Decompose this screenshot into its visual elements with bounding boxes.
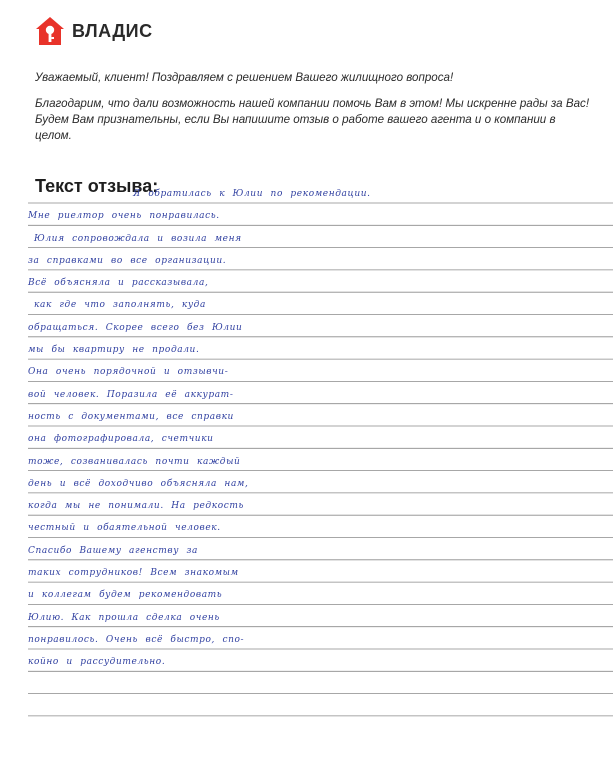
review-line: за справками во все организации. bbox=[28, 255, 227, 266]
review-line: она фотографировала, счетчики bbox=[28, 434, 214, 445]
handwritten-review bbox=[28, 183, 613, 674]
company-logo bbox=[35, 16, 153, 46]
review-label: Текст отзыва: bbox=[35, 176, 159, 196]
review-line: Юлию. Как прошла сделка очень bbox=[28, 612, 220, 623]
brand-name: ВЛАДИС bbox=[72, 20, 153, 41]
review-line: Спасибо Вашему агенству за bbox=[28, 545, 198, 556]
review-line: и коллегам будем рекомендовать bbox=[28, 590, 223, 601]
review-line: понравилось. Очень всё быстро, спо- bbox=[28, 634, 245, 645]
review-line: тоже, созванивалась почти каждый bbox=[28, 456, 241, 467]
greeting-paragraph: Уважаемый, клиент! Поздравляем с решением Вашего жилищного вопроса! bbox=[35, 71, 454, 84]
review-line: таких сотрудников! Всем знакомым bbox=[28, 568, 239, 579]
review-line: Мне риелтор очень понравилась. bbox=[28, 211, 220, 222]
review-line: Всё объясняла и рассказывала, bbox=[28, 278, 209, 289]
review-line: честный и обаятельной человек. bbox=[28, 523, 221, 534]
review-line: Юлия сопровождала и возила меня bbox=[34, 233, 242, 244]
house-key-logo-icon bbox=[35, 16, 65, 46]
review-line: вой человек. Поразила её аккурат- bbox=[28, 389, 234, 400]
review-line: обращаться. Скорее всего без Юлии bbox=[28, 322, 243, 333]
review-line: мы бы квартиру не продали. bbox=[28, 345, 200, 356]
review-line: койно и рассудительно. bbox=[28, 657, 166, 668]
intro-text bbox=[35, 70, 595, 154]
request-paragraph: Благодарим, что дали возможность нашей компании помочь Вам в этом! Мы искренне рады за Вас! Будем Вам признательны, если Вы напишите отзыв о работе вашего агента и о компании в целом. bbox=[35, 97, 590, 142]
review-line: когда мы не понимали. На редкость bbox=[28, 501, 244, 512]
review-line: ность с документами, все справки bbox=[28, 411, 234, 422]
review-line: день и всё доходчиво объясняла нам, bbox=[28, 478, 249, 489]
review-line: как где что заполнять, куда bbox=[34, 300, 206, 311]
review-line: Я обратилась к Юлии по рекомендации. bbox=[133, 189, 371, 199]
review-line: Она очень порядочной и отзывчи- bbox=[28, 367, 229, 378]
